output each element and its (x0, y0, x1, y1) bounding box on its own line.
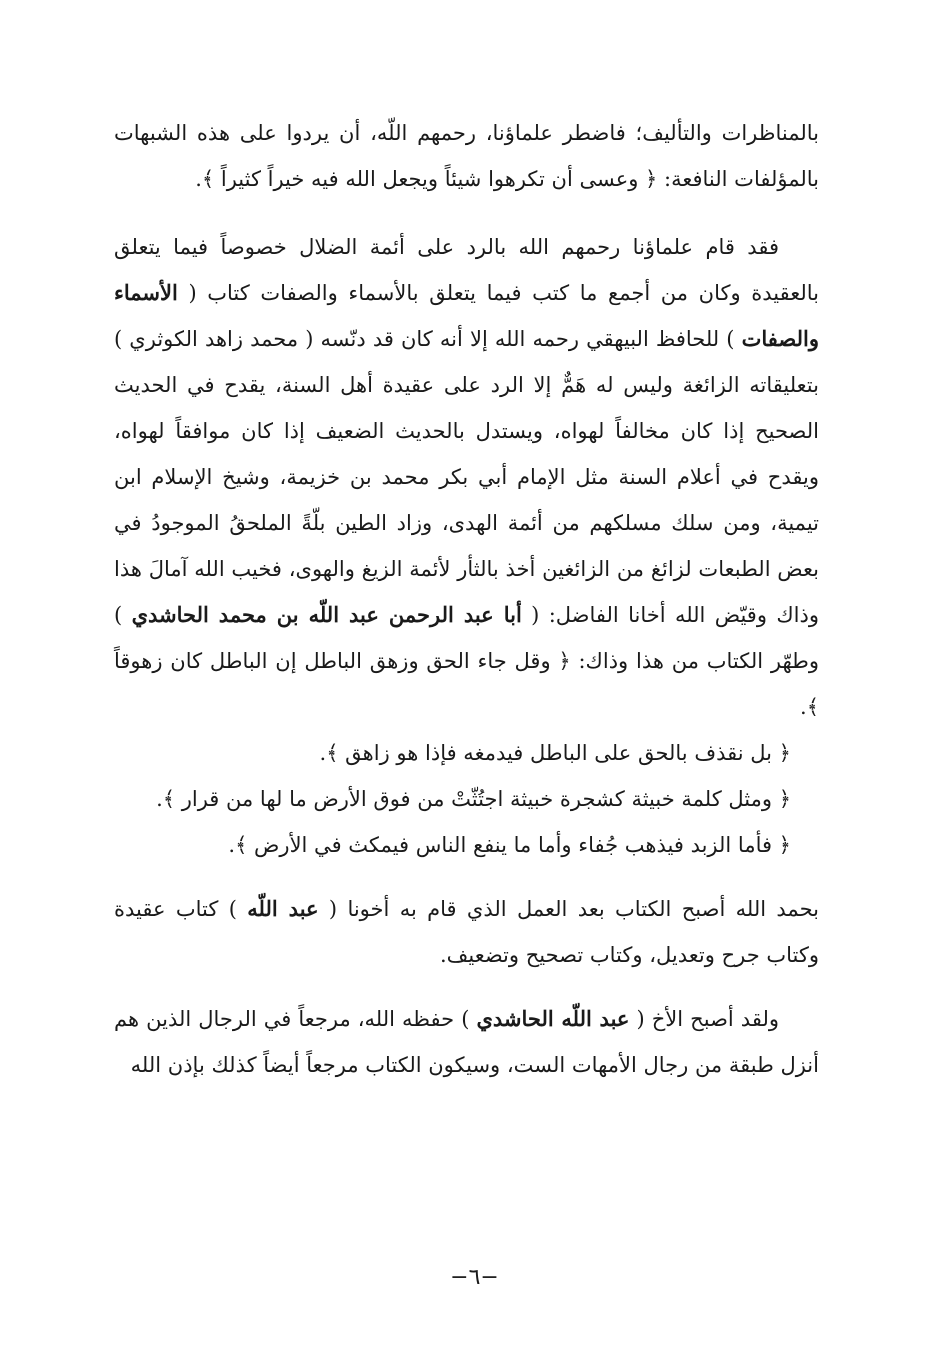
paragraph-reference (114, 996, 819, 1088)
editor-full-name: أبا عبد الرحمن عبد اللّه بن محمد الحاشدي (131, 602, 522, 627)
page-body (114, 110, 819, 1088)
verse-text: ﴿ بل نقذف بالحق على الباطل فيدمغه فإذا هو زاهق ﴾. (319, 741, 791, 765)
paragraph-text: ) كتاب عقيدة وكتاب جرح وتعديل، وكتاب تصحيح وتضعيف. (114, 897, 819, 967)
paragraph-intro-text: بالمناظرات والتأليف؛ فاضطر علماؤنا، رحمهم اللّه، أن يردوا على هذه الشبهات بالمؤلفات النافعة: ﴿ وعسى أن تكرهوا شيئاً ويجعل الله فيه خيراً كثيراً ﴾. (114, 121, 819, 191)
paragraph-text: فقد قام علماؤنا رحمهم الله بالرد على أئمة الضلال خصوصاً فيما يتعلق بالعقيدة وكان من أجمع ما كتب فيما يتعلق بالأسماء والصفات كتاب ( (114, 235, 819, 305)
editor-short-name: عبد اللّه (247, 896, 319, 921)
paragraph-text: ) حفظه الله، مرجعاً في الرجال الذين هم أنزل طبقة من رجال الأمهات الست، وسيكون الكتاب مرجعاً أيضاً كذلك بإذن الله (114, 1007, 819, 1077)
paragraph-text: ) وطهّر الكتاب من هذا وذاك: ﴿ وقل جاء الحق وزهق الباطل إن الباطل كان زهوقاً ﴾. (114, 603, 819, 719)
editor-name: عبد اللّه الحاشدي (476, 1006, 630, 1031)
paragraph-scholars-refutation (114, 224, 819, 730)
quran-verse-3 (114, 822, 819, 868)
paragraph-intro (114, 110, 819, 202)
quran-verse-2 (114, 776, 819, 822)
book-title-asma-sifat: الأسماء والصفات (114, 280, 819, 351)
paragraph-text: ) للحافظ البيهقي رحمه الله إلا أنه كان قد دنّسه ( محمد زاهد الكوثري ) بتعليقاته الزائغة وليس له هَمٌّ إلا الرد على عقيدة أهل السنة، يقدح في الحديث الصحيح إذا كان مخالفاً لهواه، ويستدل بالحديث الضعيف إذا كان موافقاً لهواه، ويقدح في أعلام السنة مثل الإمام أبي بكر محمد بن خزيمة، وشيخ الإسلام ابن تيمية، ومن سلك مسلكهم من أئمة الهدى، وزاد الطين بلّةً الملحقُ الموجودُ في بعض الطبعات لزائغ من الزائغين أخذ بالثأر لأئمة الزيغ والهوى، فخيب الله آمالَ هذا وذاك وقيّض الله أخانا الفاضل: ( (114, 327, 819, 627)
page-number: −٦− (450, 1265, 499, 1290)
verse-text: ﴿ ومثل كلمة خبيثة كشجرة خبيثة اجتُثّتْ من فوق الأرض ما لها من قرار ﴾. (156, 787, 791, 811)
quran-verse-1 (114, 730, 819, 776)
paragraph-book-status (114, 886, 819, 978)
paragraph-text: ولقد أصبح الأخ ( (636, 1007, 779, 1031)
paragraph-text: بحمد الله أصبح الكتاب بعد العمل الذي قام به أخونا ( (328, 897, 819, 921)
verse-text: ﴿ فأما الزبد فيذهب جُفاء وأما ما ينفع الناس فيمكث في الأرض ﴾. (228, 833, 791, 857)
